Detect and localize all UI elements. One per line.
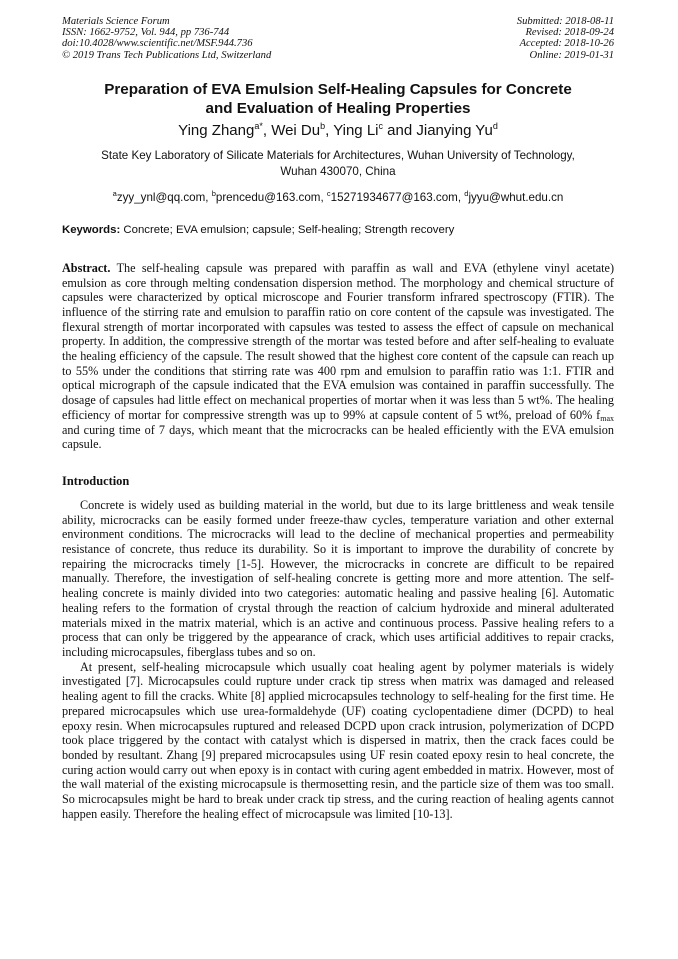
email-address[interactable]: jyyu@whut.edu.cn [468,190,564,204]
affiliation-line-1: State Key Laboratory of Silicate Materials for Architectures, Wuhan University of Technology, [101,148,575,162]
author-separator: , [325,121,334,139]
author-name: Wei Du [271,121,321,139]
abstract-label: Abstract. [62,260,111,275]
affiliation-line-2: Wuhan 430070, China [280,164,396,178]
email-mark: d [464,188,469,198]
introduction-heading: Introduction [62,473,130,488]
accepted-date: Accepted: 2018-10-26 [519,38,614,50]
title-line-2: and Evaluation of Healing Properties [205,99,471,117]
email-list [62,190,614,206]
header-right [517,16,614,61]
abstract-text-end: and curing time of 7 days, which meant that the microcracks can be healed efficiently with the EVA emulsion capsule. [62,422,614,452]
submitted-date: Submitted: 2018-08-11 [516,16,614,27]
author-affiliation-mark: b [320,120,326,131]
author-separator: , [262,121,272,139]
revised-date: Revised: 2018-09-24 [525,27,614,39]
paper-page [62,16,614,821]
journal-name: Materials Science Forum [62,16,170,27]
author-name: Ying Zhang [178,121,255,139]
paper-title [62,80,614,118]
keywords [62,223,614,238]
email-mark: c [326,188,331,198]
keywords-label: Keywords: [62,223,121,236]
body-paragraph: Concrete is widely used as building material in the world, but due to its large brittleness and weak tensile ability, microcracks can be easily formed under freeze-thaw cycles, temperature variation and other external environment conditions. The microcracks will lead to the decline of mechanical properties and permeability resistance of concrete, thus reduce its durability. So it is important to improve the durability of concrete by repairing the microcracks timely [1-5]. However, the microcracks in concrete are difficult to be repaired manually. Therefore, the investigation of self-healing concrete is getting more and more attention. The self-healing concrete is mainly divided into two categories: automatic healing and passive healing [6]. Automatic healing refers to the formation of crystal through the reaction of calcium hydroxide and mineral adulterated materials mixed in the matrix material, which is an active and continuous process. Passive healing refers to a process that can only be triggered by the appearance of crack, which uses artificial additives to repair cracks, including microcapsules, fiberglass tubes and so on. [62,497,614,659]
author-name: Ying Li [333,121,379,139]
title-line-1: Preparation of EVA Emulsion Self-Healing Capsules for Concrete [104,80,572,98]
abstract-subscript: max [600,413,614,423]
affiliation [62,148,614,180]
online-date: Online: 2019-01-31 [529,49,614,61]
email-address[interactable]: prencedu@163.com, [215,190,327,204]
email-mark: b [211,188,216,198]
abstract [62,261,614,452]
author-affiliation-mark: c [378,120,383,131]
copyright-line: © 2019 Trans Tech Publications Ltd, Switzerland [62,49,272,61]
email-address[interactable]: 15271934677@163.com, [330,190,465,204]
author-separator: and [383,121,417,139]
abstract-text: The self-healing capsule was prepared with paraffin as wall and EVA (ethylene vinyl acetate) emulsion as core through melting condensation dispersion method. The morphology and chemical structure of capsules were characterized by optical microscope and Fourier transform infrared spectroscopy (FTIR). The influence of the stirring rate and emulsion to paraffin ratio on core content of the capsule was investigated. The flexural strength of mortar incorporated with capsules was tested to assess the effect of capsule on mechanical property. In addition, the compressive strength of the mortar was tested before and after self-healing to evaluate the healing efficiency of the capsule. The result showed that the highest core content of the capsule can reach up to 55% under the conditions that stirring rate was 400 rpm and emulsion to paraffin ratio was 1:1. FTIR and optical micrograph of the capsule indicated that the EVA emulsion was contained in paraffin successfully. The dosage of capsules had little effect on mechanical properties of mortar when it was less than 5 wt%. The healing efficiency of mortar for compressive strength was up to 99% at capsule content of 5 wt%, preload of 60% f [62,260,614,422]
keywords-text: Concrete; EVA emulsion; capsule; Self-healing; Strength recovery [120,223,455,236]
header-left [62,16,271,61]
author-affiliation-mark: a* [254,120,263,131]
email-address[interactable]: zyy_ynl@qq.com, [116,190,212,204]
issn-line: ISSN: 1662-9752, Vol. 944, pp 736-744 [62,27,230,39]
author-list [62,121,614,140]
author-affiliation-mark: d [492,120,498,131]
body-paragraph: At present, self-healing microcapsule which usually coat healing agent by polymer materials is widely investigated [7]. Microcapsules could rupture under crack tip stress when matrix was damaged and released healing agent to fill the cracks. White [8] applied microcapsules technology to self-healing for the first time. He prepared microcapsules which use urea-formaldehyde (UF) coating cyclopentadiene dimer (DCPD) to heal epoxy resin. When microcapsules ruptured and released DCPD upon crack intrusion, polymerization of DCPD took place triggered by the contact with catalyst which is dispersed in matrix, then the crack faces could be bonded by resultant. Zhang [9] prepared microcapsules using UF resin coated epoxy resin to heal concrete, the curing action would carry out when epoxy is in contact with curing agent embedded in matrix. However, most of the wall material of the existing microcapsule is thermosetting resin, and the particle size of them was too small. So microcapsules might be hard to break under crack tip stress, and the curing reaction of healing agents cannot happen easily. Therefore the healing effect of microcapsule was limited [10-13]. [62,659,614,821]
doi-line: doi:10.4028/www.scientific.net/MSF.944.736 [62,38,253,50]
email-mark: a [112,188,117,198]
journal-header [62,16,614,61]
author-name: Jianying Yu [416,121,493,139]
